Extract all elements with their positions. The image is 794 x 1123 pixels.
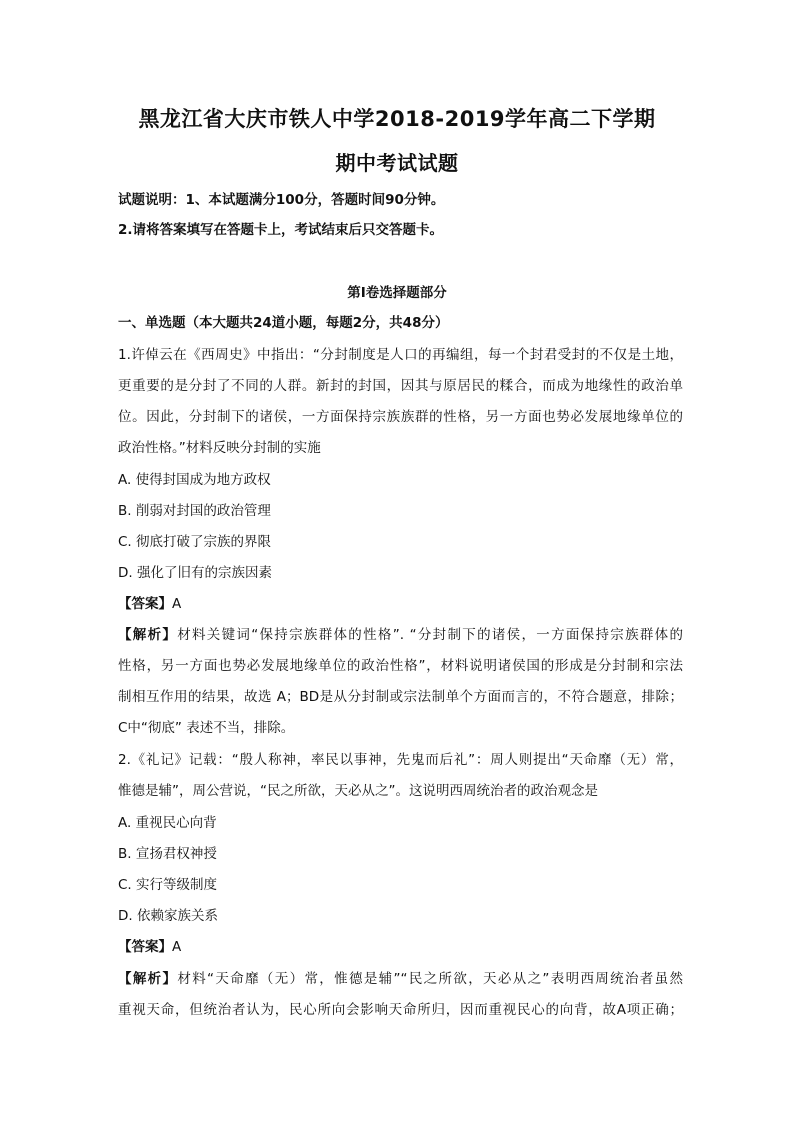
q2-answer — [118, 935, 181, 955]
answer-tag: 【答案】 — [118, 939, 172, 955]
q1-stem-line: 政治性格。”材料反映分封制的实施 — [118, 440, 321, 456]
q1-option-b: B. 削弱对封国的政治管理 — [118, 503, 271, 519]
q1-analysis-line: 性格，另一方面也势必发展地缘单位的政治性格”，材料说明诸侯国的形成是分封制和宗法 — [118, 658, 683, 674]
analysis-text: 材料“天命靡（无）常，惟德是辅”“民之所欲，天必从之”表明西周统治者虽然 — [177, 971, 683, 987]
part-heading: 一、单选题（本大题共24道小题，每题2分，共48分） — [118, 315, 449, 331]
q2-option-b: B. 宣扬君权神授 — [118, 846, 217, 862]
q1-analysis-line: C中“彻底” 表述不当，排除。 — [118, 720, 295, 736]
analysis-tag: 【解析】 — [118, 627, 178, 643]
q2-analysis-line — [118, 967, 683, 987]
analysis-text: 材料关键词“保持宗族群体的性格”. “分封制下的诸侯，一方面保持宗族群体的 — [177, 627, 683, 643]
doc-title: 黑龙江省大庆市铁人中学2018-2019学年高二下学期 — [138, 107, 656, 131]
q2-option-c: C. 实行等级制度 — [118, 877, 218, 893]
q2-stem-line: 惟德是辅”，周公营说，“民之所欲，天必从之”。这说明西周统治者的政治观念是 — [118, 783, 598, 799]
doc-subtitle: 期中考试试题 — [335, 151, 459, 175]
answer-value: A — [172, 596, 182, 612]
q1-option-a: A. 使得封国成为地方政权 — [118, 472, 271, 488]
exam-note-2: 2.请将答案填写在答题卡上，考试结束后只交答题卡。 — [118, 222, 444, 238]
q1-option-d: D. 强化了旧有的宗族因素 — [118, 565, 272, 581]
q1-option-c: C. 彻底打破了宗族的界限 — [118, 534, 272, 550]
analysis-tag: 【解析】 — [118, 971, 178, 987]
q1-answer — [118, 592, 181, 612]
q1-analysis-line — [118, 623, 683, 643]
q2-option-d: D. 依赖家族关系 — [118, 908, 218, 924]
q1-stem-line: 1.许倬云在《西周史》中指出：“分封制度是人口的再编组，每一个封君受封的不仅是土地， — [118, 347, 683, 363]
q2-stem-line: 2.《礼记》记载：“殷人称神，率民以事神，先鬼而后礼”：周人则提出“天命靡（无）常， — [118, 752, 683, 768]
exam-note-1: 试题说明：1、本试题满分100分，答题时间90分钟。 — [118, 192, 445, 208]
q1-analysis-line: 制相互作用的结果，故选 A；BD是从分封制或宗法制单个方面而言的，不符合题意，排除； — [118, 689, 683, 705]
q2-option-a: A. 重视民心向背 — [118, 815, 217, 831]
answer-value: A — [172, 939, 182, 955]
q2-analysis-line: 重视天命，但统治者认为，民心所向会影响天命所归，因而重视民心的向背，故A项正确； — [118, 1002, 683, 1018]
q1-stem-line: 更重要的是分封了不同的人群。新封的封国，因其与原居民的糅合，而成为地缘性的政治单 — [118, 378, 683, 394]
section-title: 第Ⅰ卷选择题部分 — [347, 285, 447, 301]
answer-tag: 【答案】 — [118, 596, 172, 612]
q1-stem-line: 位。因此，分封制下的诸侯，一方面保持宗族族群的性格，另一方面也势必发展地缘单位的 — [118, 409, 683, 425]
